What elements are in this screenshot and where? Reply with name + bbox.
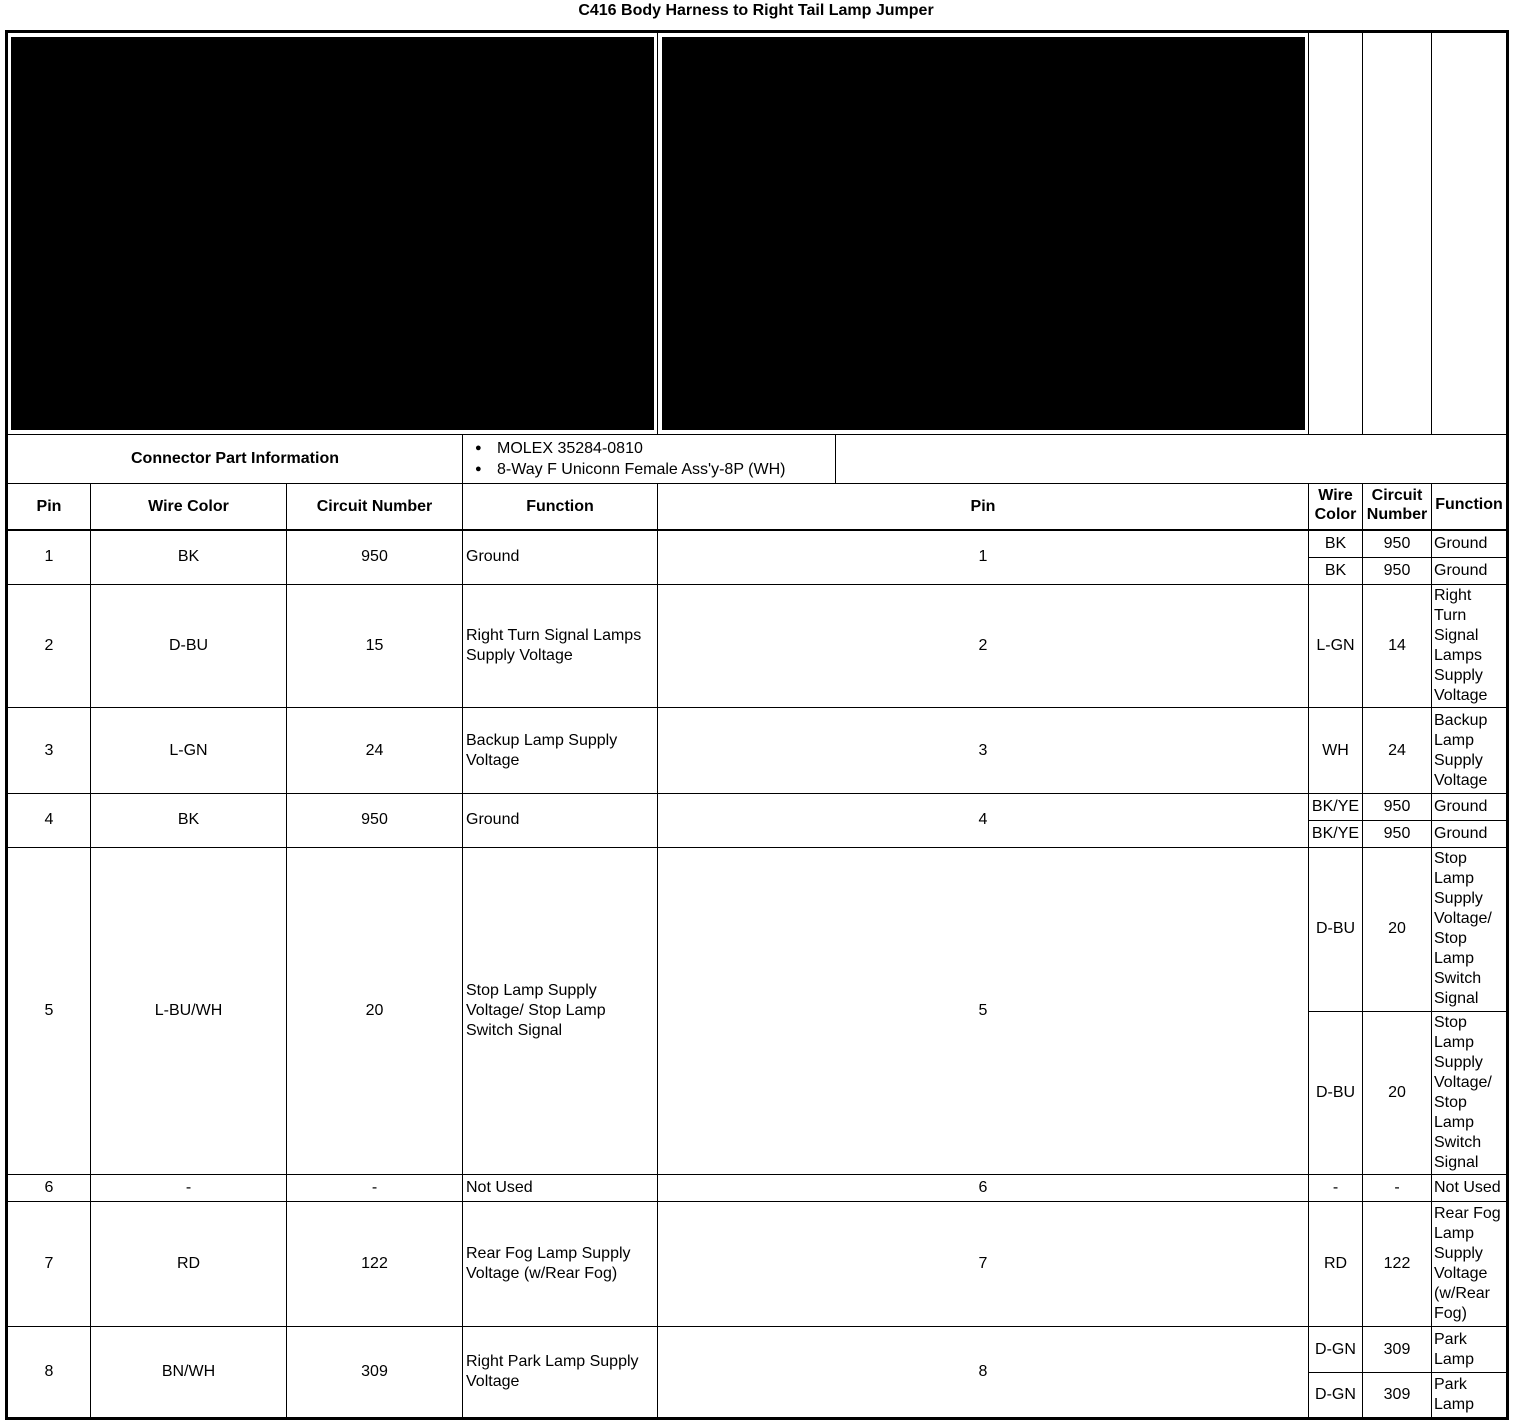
function-cell-right: Ground bbox=[1432, 820, 1508, 847]
table-row bbox=[7, 1327, 1508, 1372]
wire-color-cell: L-BU/WH bbox=[91, 848, 287, 1175]
circuit-number-cell-right: - bbox=[1363, 1174, 1432, 1201]
image-row bbox=[7, 32, 1508, 435]
wire-color-cell-right: RD bbox=[1309, 1201, 1363, 1327]
header-circuit-number-right: Circuit Number bbox=[1363, 484, 1432, 530]
connector-illustration-left bbox=[11, 37, 654, 430]
part-info-list bbox=[463, 435, 836, 483]
function-cell-right: Ground bbox=[1432, 557, 1508, 584]
header-row bbox=[7, 484, 1508, 530]
table-row bbox=[7, 530, 1508, 557]
function-cell-right: Stop Lamp Supply Voltage/ Stop Lamp Switch Signal bbox=[1432, 1011, 1508, 1174]
wire-color-cell-right: D-BU bbox=[1309, 848, 1363, 1012]
function-cell-right: Right Turn Signal Lamps Supply Voltage bbox=[1432, 584, 1508, 708]
wire-color-cell: D-BU bbox=[91, 584, 287, 708]
part-info-cell bbox=[463, 435, 1508, 484]
table-row bbox=[7, 708, 1508, 793]
circuit-number-cell-right: 950 bbox=[1363, 820, 1432, 847]
pin-cell: 8 bbox=[7, 1327, 91, 1419]
header-pin: Pin bbox=[7, 484, 91, 530]
table-row bbox=[7, 848, 1508, 1012]
connector-image-right bbox=[658, 32, 1309, 435]
pin-cell: 4 bbox=[7, 793, 91, 847]
pin-cell-right: 1 bbox=[658, 530, 1309, 584]
wire-color-cell: L-GN bbox=[91, 708, 287, 793]
table-row bbox=[7, 584, 1508, 708]
wire-color-cell-right: BK/YE bbox=[1309, 820, 1363, 847]
table-row bbox=[7, 1174, 1508, 1201]
image-row-empty-cell bbox=[1432, 32, 1508, 435]
part-info-label: Connector Part Information bbox=[7, 435, 463, 484]
function-cell-right: Stop Lamp Supply Voltage/ Stop Lamp Switch Signal bbox=[1432, 848, 1508, 1012]
circuit-number-cell-right: 14 bbox=[1363, 584, 1432, 708]
wire-color-cell-right: WH bbox=[1309, 708, 1363, 793]
pin-cell-right: 4 bbox=[658, 793, 1309, 847]
header-function: Function bbox=[463, 484, 658, 530]
wire-color-cell-right: D-GN bbox=[1309, 1327, 1363, 1372]
wire-color-cell-right: BK/YE bbox=[1309, 793, 1363, 820]
function-cell-right: Rear Fog Lamp Supply Voltage (w/Rear Fog) bbox=[1432, 1201, 1508, 1327]
function-cell: Right Turn Signal Lamps Supply Voltage bbox=[463, 584, 658, 708]
function-cell: Not Used bbox=[463, 1174, 658, 1201]
circuit-number-cell-right: 122 bbox=[1363, 1201, 1432, 1327]
pin-cell: 1 bbox=[7, 530, 91, 584]
function-cell: Ground bbox=[463, 530, 658, 584]
header-function-right: Function bbox=[1432, 484, 1508, 530]
connector-image-left bbox=[7, 32, 658, 435]
table-row bbox=[7, 793, 1508, 820]
pin-cell-right: 6 bbox=[658, 1174, 1309, 1201]
circuit-number-cell-right: 950 bbox=[1363, 530, 1432, 557]
image-row-empty-cell bbox=[1363, 32, 1432, 435]
pin-cell: 7 bbox=[7, 1201, 91, 1327]
pin-cell-right: 7 bbox=[658, 1201, 1309, 1327]
table-row bbox=[7, 1201, 1508, 1327]
circuit-number-cell: 309 bbox=[287, 1327, 463, 1419]
header-wire-color-right: Wire Color bbox=[1309, 484, 1363, 530]
circuit-number-cell-right: 309 bbox=[1363, 1327, 1432, 1372]
page-title: C416 Body Harness to Right Tail Lamp Jumper bbox=[578, 2, 934, 19]
part-info-item: ● 8-Way F Uniconn Female Ass'y-8P (WH) bbox=[475, 459, 785, 480]
circuit-number-cell: 20 bbox=[287, 848, 463, 1175]
header-pin-right: Pin bbox=[658, 484, 1309, 530]
connector-table bbox=[5, 30, 1509, 1420]
pin-cell-right: 8 bbox=[658, 1327, 1309, 1419]
function-cell: Ground bbox=[463, 793, 658, 847]
circuit-number-cell-right: 20 bbox=[1363, 848, 1432, 1012]
circuit-number-cell: 122 bbox=[287, 1201, 463, 1327]
function-cell-right: Park Lamp bbox=[1432, 1327, 1508, 1372]
circuit-number-cell: 15 bbox=[287, 584, 463, 708]
pin-cell: 3 bbox=[7, 708, 91, 793]
wire-color-cell-right: BK bbox=[1309, 557, 1363, 584]
circuit-number-cell: 24 bbox=[287, 708, 463, 793]
pin-cell-right: 5 bbox=[658, 848, 1309, 1175]
header-wire-color: Wire Color bbox=[91, 484, 287, 530]
wire-color-cell: BK bbox=[91, 530, 287, 584]
circuit-number-cell-right: 950 bbox=[1363, 557, 1432, 584]
wire-color-cell: - bbox=[91, 1174, 287, 1201]
circuit-number-cell: 950 bbox=[287, 793, 463, 847]
wire-color-cell-right: BK bbox=[1309, 530, 1363, 557]
part-info-item: ● MOLEX 35284-0810 bbox=[475, 438, 785, 459]
circuit-number-cell-right: 20 bbox=[1363, 1011, 1432, 1174]
function-cell-right: Park Lamp bbox=[1432, 1372, 1508, 1418]
circuit-number-cell: - bbox=[287, 1174, 463, 1201]
function-cell-right: Backup Lamp Supply Voltage bbox=[1432, 708, 1508, 793]
function-cell-right: Not Used bbox=[1432, 1174, 1508, 1201]
wire-color-cell-right: L-GN bbox=[1309, 584, 1363, 708]
function-cell-right: Ground bbox=[1432, 530, 1508, 557]
circuit-number-cell-right: 950 bbox=[1363, 793, 1432, 820]
function-cell: Right Park Lamp Supply Voltage bbox=[463, 1327, 658, 1419]
function-cell-right: Ground bbox=[1432, 793, 1508, 820]
function-cell: Backup Lamp Supply Voltage bbox=[463, 708, 658, 793]
image-row-empty-cell bbox=[1309, 32, 1363, 435]
wire-color-cell-right: D-GN bbox=[1309, 1372, 1363, 1418]
pin-cell: 6 bbox=[7, 1174, 91, 1201]
pin-cell: 5 bbox=[7, 848, 91, 1175]
pin-cell-right: 3 bbox=[658, 708, 1309, 793]
wire-color-cell: BK bbox=[91, 793, 287, 847]
wire-color-cell: BN/WH bbox=[91, 1327, 287, 1419]
circuit-number-cell-right: 309 bbox=[1363, 1372, 1432, 1418]
wire-color-cell: RD bbox=[91, 1201, 287, 1327]
connector-illustration-right bbox=[662, 37, 1305, 430]
header-circuit-number: Circuit Number bbox=[287, 484, 463, 530]
circuit-number-cell-right: 24 bbox=[1363, 708, 1432, 793]
wire-color-cell-right: D-BU bbox=[1309, 1011, 1363, 1174]
function-cell: Rear Fog Lamp Supply Voltage (w/Rear Fog) bbox=[463, 1201, 658, 1327]
pin-cell-right: 2 bbox=[658, 584, 1309, 708]
part-info-row bbox=[7, 435, 1508, 484]
circuit-number-cell: 950 bbox=[287, 530, 463, 584]
pin-cell: 2 bbox=[7, 584, 91, 708]
wire-color-cell-right: - bbox=[1309, 1174, 1363, 1201]
function-cell: Stop Lamp Supply Voltage/ Stop Lamp Switch Signal bbox=[463, 848, 658, 1175]
